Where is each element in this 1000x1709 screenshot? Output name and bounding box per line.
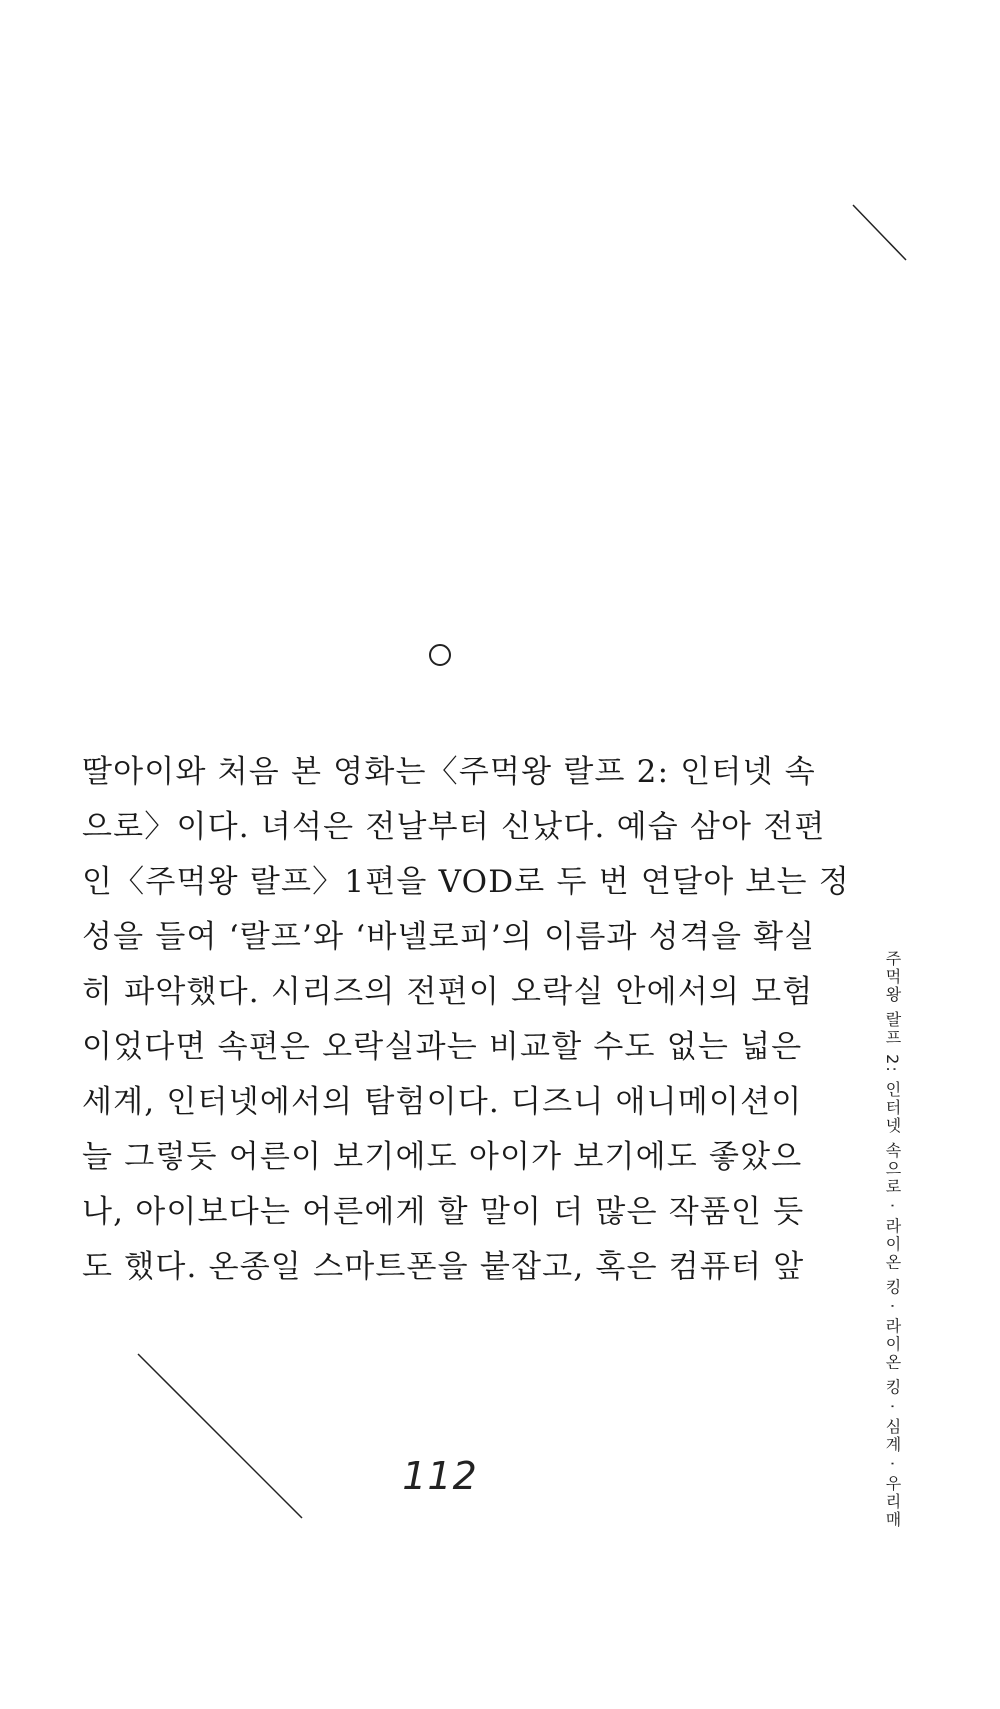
body-line: 세계, 인터넷에서의 탐험이다. 디즈니 애니메이션이: [82, 1084, 803, 1120]
body-line: 늘 그렇듯 어른이 보기에도 아이가 보기에도 좋았으: [82, 1139, 803, 1175]
body-line: 딸아이와 처음 본 영화는〈주먹왕 랄프 2: 인터넷 속: [82, 754, 816, 790]
running-title: 주먹왕 랄프 2: 인터넷 속으로 · 라이온 킹 · 라이온 킹 · 심계 · 우리매: [883, 950, 902, 1530]
body-line: 히 파악했다. 시리즈의 전편이 오락실 안에서의 모험: [82, 974, 814, 1010]
body-paragraph: [82, 745, 850, 1295]
body-line: 나, 아이보다는 어른에게 할 말이 더 많은 작품인 듯: [82, 1194, 805, 1230]
body-line: 으로〉이다. 녀석은 전날부터 신났다. 예습 삼아 전편: [82, 809, 826, 845]
body-line: 인〈주먹왕 랄프〉1편을 VOD로 두 번 연달아 보는 정: [82, 864, 850, 900]
section-divider-circle: [429, 644, 451, 666]
body-line: 이었다면 속편은 오락실과는 비교할 수도 없는 넓은: [82, 1029, 803, 1065]
body-line: 성을 들여 ‘랄프’와 ‘바넬로피’의 이름과 성격을 확실: [82, 919, 816, 955]
body-line: 도 했다. 온종일 스마트폰을 붙잡고, 혹은 컴퓨터 앞: [82, 1249, 805, 1285]
page-number: 112: [402, 1454, 478, 1498]
